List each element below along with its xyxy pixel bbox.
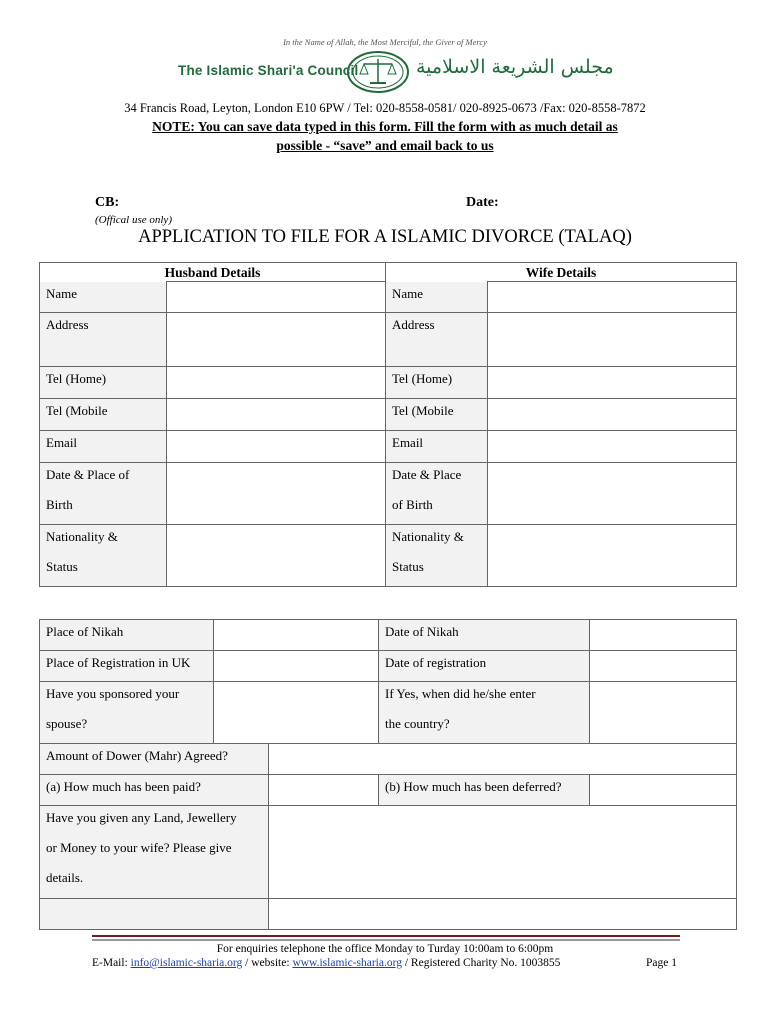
date-of-nikah-field[interactable] [590, 620, 737, 651]
wife-address-label: Address [386, 313, 488, 367]
wife-email-field[interactable] [488, 431, 737, 463]
husband-birth-label: Date & Place of Birth [40, 463, 167, 525]
scales-seal-icon [346, 50, 410, 94]
husband-details-header: Husband Details [40, 263, 386, 282]
place-of-registration-label: Place of Registration in UK [40, 651, 214, 682]
page-number: Page 1 [646, 957, 677, 969]
wife-address-field[interactable] [488, 313, 737, 367]
bismillah-text: In the Name of Allah, the Most Merciful, the Giver of Mercy [283, 37, 487, 47]
date-of-nikah-label: Date of Nikah [379, 620, 590, 651]
wife-details-header: Wife Details [386, 263, 737, 282]
dower-paid-label: (a) How much has been paid? [40, 775, 269, 806]
note-line-2: possible - “save” and email back to us [276, 138, 494, 153]
address-line: 34 Francis Road, Leyton, London E10 6PW / Tel: 020-8558-0581/ 020-8925-0673 /Fax: 020-8558-7872 [124, 101, 646, 115]
wife-nationality-label: Nationality & Status [386, 525, 488, 587]
husband-name-label: Name [40, 282, 167, 313]
official-use-note: (Offical use only) [95, 214, 172, 226]
entry-date-label: If Yes, when did he/she enter the country? [379, 682, 590, 744]
wife-nationality-field[interactable] [488, 525, 737, 587]
extra-row-field[interactable] [269, 899, 737, 930]
date-of-registration-label: Date of registration [379, 651, 590, 682]
footer-divider-secondary [92, 939, 680, 941]
council-logo [178, 50, 614, 96]
save-note [95, 117, 675, 155]
gifts-given-field[interactable] [269, 806, 737, 899]
wife-tel-home-field[interactable] [488, 367, 737, 399]
spouse-details-table [39, 262, 737, 587]
husband-name-field[interactable] [167, 282, 386, 313]
marriage-details-table [39, 619, 737, 930]
sponsored-spouse-field[interactable] [214, 682, 379, 744]
husband-tel-mobile-field[interactable] [167, 399, 386, 431]
place-of-nikah-field[interactable] [214, 620, 379, 651]
date-label: Date: [466, 195, 499, 210]
wife-birth-label: Date & Place of Birth [386, 463, 488, 525]
husband-tel-mobile-label: Tel (Mobile [40, 399, 167, 431]
husband-address-label: Address [40, 313, 167, 367]
dower-agreed-label: Amount of Dower (Mahr) Agreed? [40, 744, 269, 775]
gifts-given-label: Have you given any Land, Jewellery or Money to your wife? Please give details. [40, 806, 269, 899]
website-link[interactable]: www.islamic-sharia.org [292, 957, 402, 969]
dower-paid-field[interactable] [269, 775, 379, 806]
husband-birth-field[interactable] [167, 463, 386, 525]
logo-english-text: The Islamic Shari'a Council [178, 63, 359, 78]
note-line-1: NOTE: You can save data typed in this form. Fill the form with as much detail as [152, 119, 618, 134]
footer-divider [92, 935, 680, 937]
email-link[interactable]: info@islamic-sharia.org [130, 957, 243, 969]
husband-address-field[interactable] [167, 313, 386, 367]
logo-arabic-text: مجلس الشريعة الاسلامية [416, 56, 614, 78]
wife-name-field[interactable] [488, 282, 737, 313]
form-title: APPLICATION TO FILE FOR A ISLAMIC DIVORCE (TALAQ) [138, 227, 632, 247]
wife-birth-field[interactable] [488, 463, 737, 525]
dower-deferred-label: (b) How much has been deferred? [379, 775, 590, 806]
wife-tel-home-label: Tel (Home) [386, 367, 488, 399]
dower-agreed-field[interactable] [269, 744, 737, 775]
wife-tel-mobile-field[interactable] [488, 399, 737, 431]
entry-date-field[interactable] [590, 682, 737, 744]
place-of-registration-field[interactable] [214, 651, 379, 682]
sponsored-spouse-label: Have you sponsored your spouse? [40, 682, 214, 744]
husband-tel-home-field[interactable] [167, 367, 386, 399]
cb-label: CB: [95, 195, 120, 210]
wife-email-label: Email [386, 431, 488, 463]
dower-deferred-field[interactable] [590, 775, 737, 806]
husband-email-field[interactable] [167, 431, 386, 463]
place-of-nikah-label: Place of Nikah [40, 620, 214, 651]
husband-tel-home-label: Tel (Home) [40, 367, 167, 399]
footer-contact: E-Mail: info@islamic-sharia.org / website: www.islamic-sharia.org / Registered Charity No. 1003855 [92, 957, 561, 969]
husband-nationality-label: Nationality & Status [40, 525, 167, 587]
wife-name-label: Name [386, 282, 488, 313]
wife-tel-mobile-label: Tel (Mobile [386, 399, 488, 431]
footer-enquiries: For enquiries telephone the office Monday to Turday 10:00am to 6:00pm [216, 943, 554, 955]
husband-nationality-field[interactable] [167, 525, 386, 587]
husband-email-label: Email [40, 431, 167, 463]
date-of-registration-field[interactable] [590, 651, 737, 682]
extra-row-label [40, 899, 269, 930]
